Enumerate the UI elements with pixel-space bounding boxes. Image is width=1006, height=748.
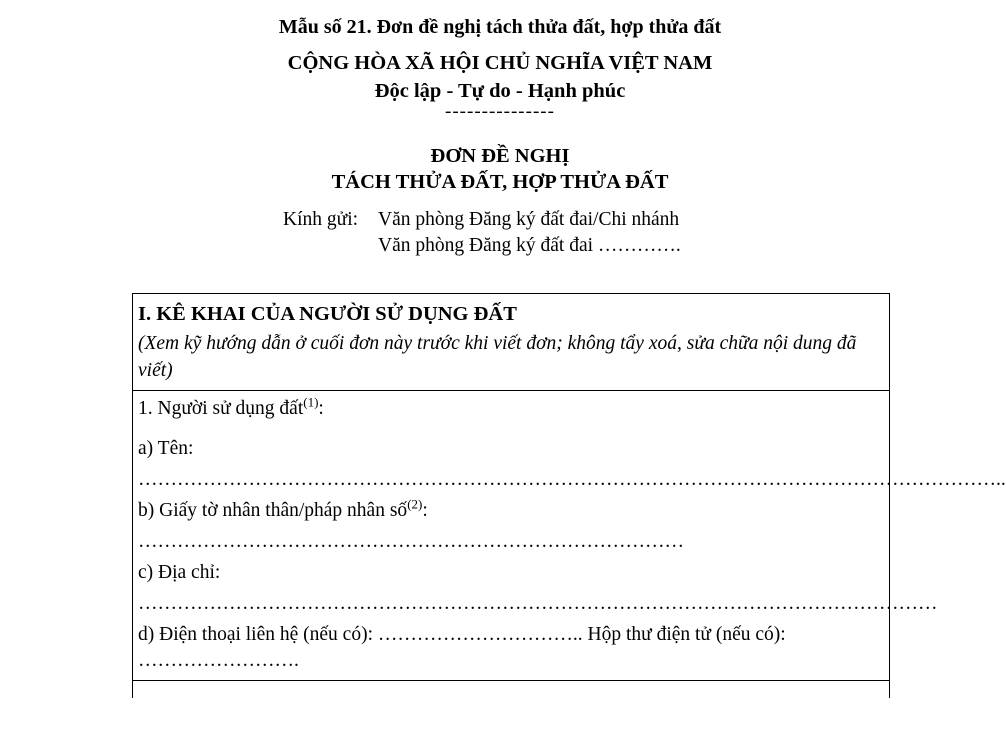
- recipient-lines: [378, 207, 681, 259]
- item-1b-fill-line: …………………………………………………………………………: [138, 531, 684, 552]
- independence-motto: Độc lập - Tự do - Hạnh phúc: [374, 80, 626, 102]
- petition-title-line1: ĐƠN ĐỀ NGHỊ: [430, 145, 570, 167]
- item-1d-phone-email-line: [138, 622, 884, 674]
- petition-title-line2: TÁCH THỬA ĐẤT, HỢP THỬA ĐẤT: [331, 171, 669, 193]
- item-1d-email-label: Hộp thư điện tử (nếu có):: [582, 624, 786, 645]
- motto-separator: ---------------: [445, 101, 555, 122]
- item-1d-email-fill-dots: …………………….: [138, 650, 299, 671]
- recipient-line-2: [378, 233, 681, 259]
- republic-title: CỘNG HÒA XÃ HỘI CHỦ NGHĨA VIỆT NAM: [287, 52, 713, 74]
- item-1-land-user-label: [138, 396, 884, 422]
- next-section-cell-stub: [133, 681, 890, 699]
- item-1b-id-label: [138, 498, 884, 524]
- item-1d-phone-label: d) Điện thoại liên hệ (nếu có):: [138, 624, 378, 645]
- item-1a-fill-line: ……………………………………………………………………………………………………………………..: [138, 469, 1006, 490]
- section1-note: (Xem kỹ hướng dẫn ở cuối đơn này trước khi viết đơn; không tẩy xoá, sửa chữa nội dung đã viết): [138, 333, 857, 381]
- section1-body-row: [133, 391, 890, 681]
- recipient-line-2-text: Văn phòng Đăng ký đất đai: [378, 235, 598, 256]
- section1-header-row: [133, 294, 890, 391]
- recipient-line-1: Văn phòng Đăng ký đất đai/Chi nhánh: [378, 209, 680, 230]
- item-1-colon: :: [318, 398, 324, 419]
- item-1c-fill-line: ……………………………………………………………………………………………………………: [138, 593, 938, 614]
- item-1b-colon: :: [422, 500, 428, 521]
- section1-body-cell: [133, 391, 1006, 681]
- next-section-row-stub: [133, 681, 890, 699]
- declaration-table: [132, 293, 1006, 698]
- salutation-label: Kính gửi:: [283, 209, 359, 230]
- footnote-ref-2: (2): [407, 496, 423, 512]
- form-number-title: Mẫu số 21. Đơn đề nghị tách thửa đất, hợp thửa đất: [278, 16, 722, 38]
- section1-header-cell: [133, 294, 890, 391]
- item-1d-phone-fill-dots: …………………………..: [377, 624, 583, 645]
- item-1-text: 1. Người sử dụng đất: [138, 398, 304, 419]
- footnote-ref-1: (1): [303, 394, 319, 410]
- recipient-line-2-fill-dots: ………….: [597, 235, 681, 256]
- item-1b-text: b) Giấy tờ nhân thân/pháp nhân số: [138, 500, 408, 521]
- recipient-block: [283, 207, 976, 259]
- item-1a-name-label: a) Tên:: [138, 438, 194, 459]
- section1-title: I. KÊ KHAI CỦA NGƯỜI SỬ DỤNG ĐẤT: [138, 303, 517, 325]
- item-1c-address-label: c) Địa chỉ:: [138, 562, 221, 583]
